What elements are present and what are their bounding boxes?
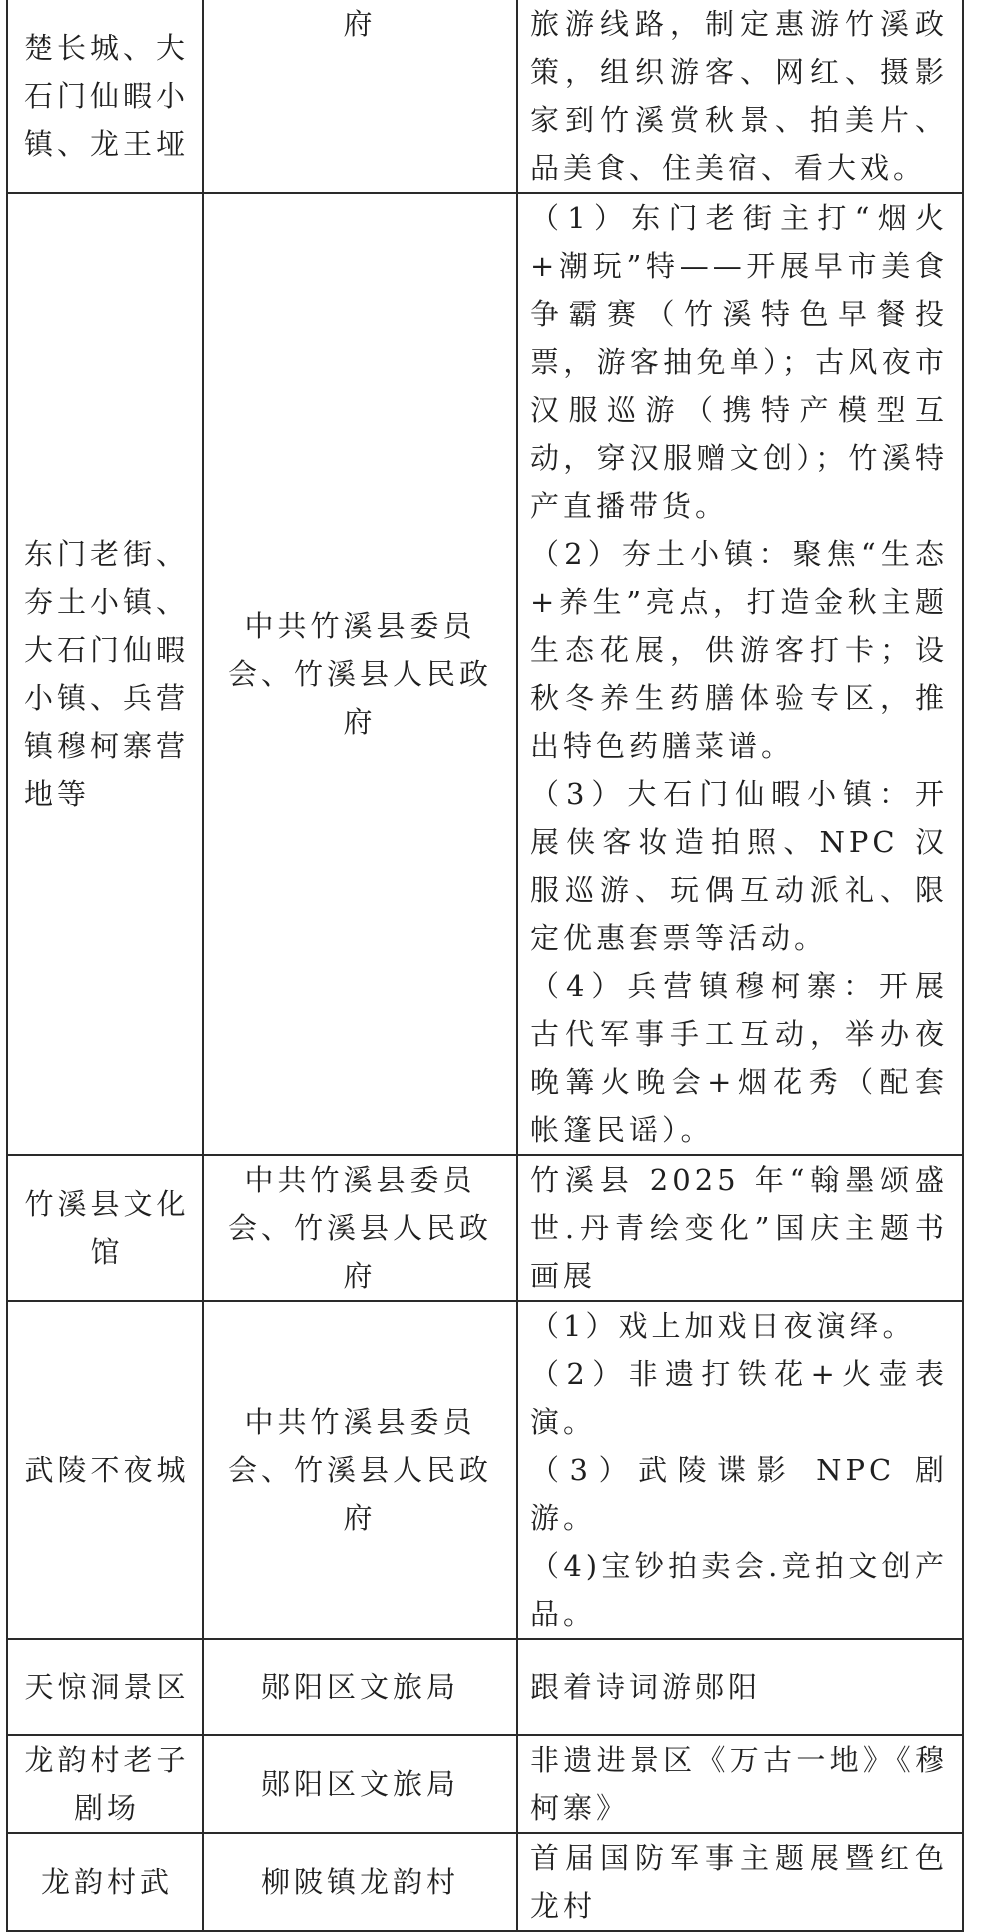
activity-paragraph: （1）东门老街主打“烟火+潮玩”特——开展早市美食争霸赛（竹溪特色早餐投票，游客抽免单）；古风夜市汉服巡游（携特产模型互动，穿汉服赠文创）；竹溪特产直播带货。: [530, 201, 948, 523]
organizer-cell: [203, 1735, 517, 1833]
venue-text: 龙韵村武: [40, 1865, 173, 1899]
organizer-text: 府: [343, 7, 377, 41]
table-row: [7, 193, 963, 1155]
venue-text: 龙韵村老子剧场: [24, 1743, 190, 1825]
organizer-cell: [203, 193, 517, 1155]
activity-paragraph: 非遗进景区《万古一地》《穆柯寨》: [530, 1743, 948, 1825]
organizer-text: 中共竹溪县委员会、竹溪县人民政府: [227, 609, 492, 739]
organizer-cell: [203, 1301, 517, 1639]
activity-paragraph: （2）非遗打铁花+火壶表演。: [530, 1357, 948, 1439]
organizer-text: 郧阳区文旅局: [260, 1670, 459, 1704]
table-row: [7, 1833, 963, 1931]
activity-cell: [517, 0, 963, 193]
organizer-cell: [203, 1833, 517, 1931]
venue-text: 竹溪县文化馆: [24, 1187, 190, 1269]
venue-cell: [7, 0, 203, 193]
venue-cell: [7, 1155, 203, 1301]
venue-text: 天惊洞景区: [24, 1670, 190, 1704]
organizer-text: 柳陂镇龙韵村: [260, 1865, 459, 1899]
activity-paragraph: （3）大石门仙暇小镇：开展侠客妆造拍照、NPC 汉服巡游、玩偶互动派礼、限定优惠套票等活动。: [530, 777, 948, 955]
table-row: [7, 1639, 963, 1735]
activity-paragraph: 跟着诗词游郧阳: [530, 1670, 762, 1704]
activities-table: [6, 0, 964, 1932]
venue-cell: [7, 1833, 203, 1931]
venue-text: 楚长城、大石门仙暇小镇、龙王垭: [24, 31, 190, 161]
organizer-text: 郧阳区文旅局: [260, 1767, 459, 1801]
activity-paragraph: 首届国防军事主题展暨红色龙村: [530, 1841, 948, 1923]
activity-cell: [517, 1155, 963, 1301]
activity-paragraph: （2）夯土小镇：聚焦“生态+养生”亮点，打造金秋主题生态花展，供游客打卡；设秋冬养生药膳体验专区，推出特色药膳菜谱。: [530, 537, 948, 763]
organizer-cell: [203, 1639, 517, 1735]
organizer-text: 中共竹溪县委员会、竹溪县人民政府: [227, 1163, 492, 1293]
venue-text: 东门老街、夯土小镇、大石门仙暇小镇、兵营镇穆柯寨营地等: [24, 537, 190, 811]
activity-paragraph: （1）戏上加戏日夜演绎。: [530, 1309, 916, 1343]
venue-cell: [7, 1301, 203, 1639]
activity-cell: [517, 1301, 963, 1639]
activity-paragraph: （3）武陵谍影 NPC 剧游。: [530, 1453, 948, 1535]
activity-paragraph: （4)宝钞拍卖会.竞拍文创产品。: [530, 1549, 948, 1631]
activity-paragraph: 竹溪县 2025 年“翰墨颂盛世.丹青绘变化”国庆主题书画展: [530, 1163, 948, 1293]
venue-cell: [7, 1735, 203, 1833]
venue-text: 武陵不夜城: [24, 1453, 190, 1487]
table-row: [7, 1301, 963, 1639]
table-row: [7, 0, 963, 193]
venue-cell: [7, 1639, 203, 1735]
organizer-cell: [203, 0, 517, 193]
activity-paragraph: 旅游线路，制定惠游竹溪政策，组织游客、网红、摄影家到竹溪赏秋景、拍美片、品美食、住美宿、看大戏。: [530, 7, 948, 185]
activity-cell: [517, 1639, 963, 1735]
organizer-text: 中共竹溪县委员会、竹溪县人民政府: [227, 1405, 492, 1535]
activity-cell: [517, 193, 963, 1155]
venue-cell: [7, 193, 203, 1155]
activity-paragraph: （4）兵营镇穆柯寨：开展古代军事手工互动，举办夜晚篝火晚会+烟花秀（配套帐篷民谣）。: [530, 969, 948, 1147]
activity-cell: [517, 1735, 963, 1833]
table-row: [7, 1155, 963, 1301]
activity-cell: [517, 1833, 963, 1931]
organizer-cell: [203, 1155, 517, 1301]
table-row: [7, 1735, 963, 1833]
